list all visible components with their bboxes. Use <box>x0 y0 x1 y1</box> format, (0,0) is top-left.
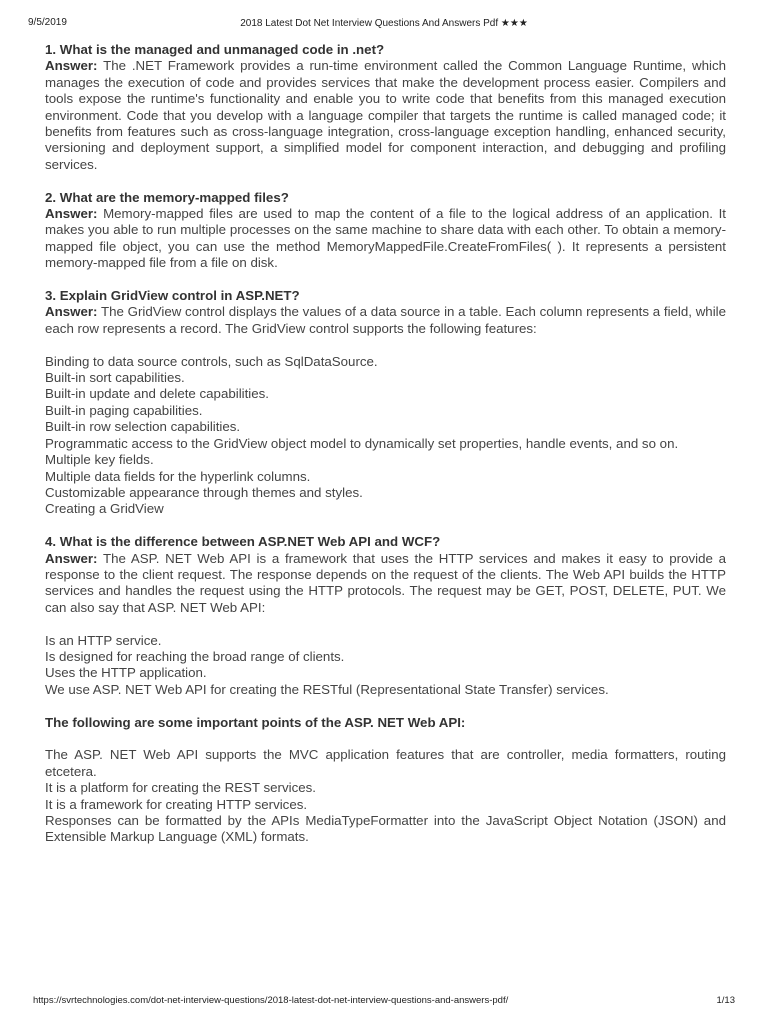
list-item: Built-in paging capabilities. <box>45 402 203 418</box>
answer-2 <box>45 206 726 272</box>
answer-label: Answer: <box>45 58 98 74</box>
web-api-points-list <box>45 747 726 845</box>
list-item: Uses the HTTP application. <box>45 665 207 681</box>
answer-label: Answer: <box>45 206 98 222</box>
list-item: Binding to data source controls, such as SqlDataSource. <box>45 353 378 369</box>
header-title: 2018 Latest Dot Net Interview Questions And Answers Pdf ★★★ <box>240 18 528 29</box>
list-item: Multiple data fields for the hyperlink columns. <box>45 468 311 484</box>
gridview-features-list <box>45 354 726 518</box>
header-date: 9/5/2019 <box>28 17 67 28</box>
list-item: Customizable appearance through themes and styles. <box>45 484 363 500</box>
list-item: Responses can be formatted by the APIs MediaTypeFormatter into the JavaScript Object Notation (JSON) and Extensible Markup Language (XML) formats. <box>45 812 726 845</box>
list-item: Multiple key fields. <box>45 452 154 468</box>
question-2: 2. What are the memory-mapped files? <box>45 189 289 205</box>
answer-text: The GridView control displays the values of a data source in a table. Each column represents a field, while each row represents a record. The GridView control supports the following features: <box>45 304 726 336</box>
footer-url[interactable]: https://svrtechnologies.com/dot-net-interview-questions/2018-latest-dot-net-interview-questions-and-answers-pdf/ <box>33 995 509 1006</box>
list-item: Programmatic access to the GridView object model to dynamically set properties, handle events, and so on. <box>45 435 679 451</box>
answer-text: The ASP. NET Web API is a framework that uses the HTTP services and makes it easy to provide a response to the client request. The response depends on the request of the clients. The Web API builds the HTTP services and handles the request using the HTTP protocols. The request may be GET, POST, DELETE, PUT. We can also say that ASP. NET Web API: <box>45 550 726 615</box>
document-body <box>45 42 726 846</box>
answer-3 <box>45 304 726 337</box>
list-item: Creating a GridView <box>45 501 164 517</box>
list-item: Built-in update and delete capabilities. <box>45 386 269 402</box>
answer-text: The .NET Framework provides a run-time environment called the Common Language Runtime, which manages the execution of code and provides services that make the development process easier. Compilers and tools expose the runtime's functionality and enable you to write code that benefits from this managed execution environment. Code that you develop with a language compiler that targets the runtime is called managed code; it benefits from features such as cross-language integration, cross-language exception handling, enhanced security, versioning and deployment support, a simplified model for component interaction, and debugging and profiling services. <box>45 58 726 172</box>
answer-text: Memory-mapped files are used to map the content of a file to the logical address of an application. It makes you able to run multiple processes on the same machine to share data with each other. To obtain a memory-mapped file object, you can use the method MemoryMappedFile.CreateFromFiles( ). It represents a persistent memory-mapped file from a file on disk. <box>45 206 726 271</box>
list-item: Built-in row selection capabilities. <box>45 419 241 435</box>
answer-label: Answer: <box>45 550 98 566</box>
answer-label: Answer: <box>45 304 98 320</box>
list-item: It is a framework for creating HTTP services. <box>45 796 308 812</box>
web-api-list <box>45 633 726 699</box>
list-item: We use ASP. NET Web API for creating the RESTful (Representational State Transfer) services. <box>45 681 609 697</box>
page-number: 1/13 <box>716 995 735 1006</box>
question-4: 4. What is the difference between ASP.NET Web API and WCF? <box>45 534 441 550</box>
list-item: Is designed for reaching the broad range of clients. <box>45 648 345 664</box>
question-1: 1. What is the managed and unmanaged code in .net? <box>45 42 385 57</box>
points-heading: The following are some important points of the ASP. NET Web API: <box>45 714 466 730</box>
question-3: 3. Explain GridView control in ASP.NET? <box>45 288 300 304</box>
answer-1 <box>45 58 726 173</box>
list-item: Is an HTTP service. <box>45 632 162 648</box>
list-item: Built-in sort capabilities. <box>45 370 185 386</box>
answer-4 <box>45 551 726 617</box>
list-item: The ASP. NET Web API supports the MVC application features that are controller, media formatters, routing etcetera. <box>45 747 726 779</box>
list-item: It is a platform for creating the REST services. <box>45 780 316 796</box>
